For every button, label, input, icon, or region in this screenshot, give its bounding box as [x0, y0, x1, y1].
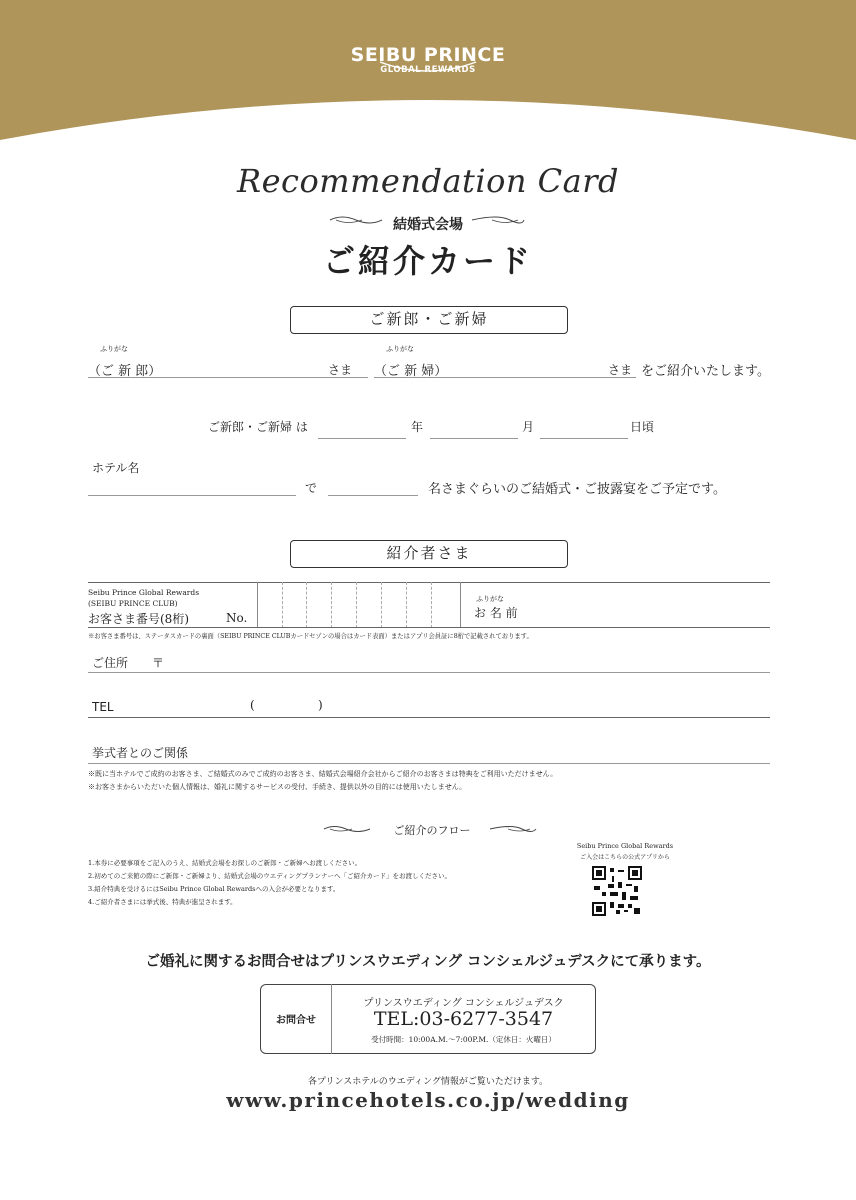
customer-number-note: ※お客さま番号は、ステータスカードの裏面（SEIBU PRINCE CLUBカードセゾンの場合はカード表面）またはアプリ会員証に8桁で記載されております。 — [88, 633, 533, 640]
hotel-name-field[interactable] — [88, 495, 296, 496]
member-program-name: Seibu Prince Global Rewards — [88, 588, 200, 597]
flow-step-2: 2.初めてのご来館の際にご新郎・ご新婦より、結婚式会場のウエディングプランナーへ「ご紹介カード」をお渡しください。 — [88, 872, 452, 880]
logo-arc-icon — [378, 58, 478, 76]
tel-paren-open: ( — [250, 698, 255, 712]
note-exclusions: ※既に当ホテルでご成約のお客さま、ご結婚式のみでご成約のお客さま、結婚式会場紹介会社からご紹介のお客さまは特典をご利用いただけません。 — [88, 770, 558, 778]
referrer-furigana-label: ふりがな — [476, 595, 504, 603]
flow-step-1: 1.本券に必要事項をご記入のうえ、結婚式会場をお探しのご新郎・ご新婦へお渡しください。 — [88, 859, 362, 867]
month-label: 月 — [522, 420, 535, 434]
year-label: 年 — [411, 420, 424, 434]
page-title: ご紹介カード — [322, 242, 533, 280]
year-field[interactable] — [318, 438, 406, 439]
address-field[interactable] — [88, 672, 770, 673]
de-label: で — [305, 481, 318, 495]
qr-caption-title: Seibu Prince Global Rewards — [576, 842, 674, 850]
venue-subtitle: 結婚式会場 — [393, 217, 463, 233]
bride-sama: さま — [608, 363, 633, 377]
desk-phone[interactable]: TEL:03-6277-3547 — [373, 1008, 554, 1030]
bride-furigana-label: ふりがな — [386, 345, 414, 353]
website-link[interactable]: www.princehotels.co.jp/wedding — [226, 1088, 630, 1112]
name-cell-border — [460, 582, 461, 628]
groom-name-field[interactable] — [88, 377, 368, 378]
flow-flourish-right-icon — [488, 822, 538, 836]
referrer-name-label: お 名 前 — [474, 606, 518, 620]
qr-code-icon[interactable] — [592, 866, 642, 916]
day-field[interactable] — [540, 438, 628, 439]
customer-number-input[interactable] — [258, 583, 460, 627]
hotel-name-label: ホテル名 — [92, 461, 140, 475]
referrer-name-input[interactable] — [530, 590, 768, 626]
script-title: Recommendation Card — [237, 162, 619, 200]
bride-label: （ご 新 婦） — [374, 364, 448, 379]
flow-heading: ご紹介のフロー — [393, 824, 471, 837]
postal-mark: 〒 — [152, 656, 165, 670]
day-label: 日頃 — [630, 420, 655, 434]
tel-field[interactable] — [88, 717, 770, 718]
qr-caption-sub: ご入会はこちらの公式アプリから — [580, 854, 670, 861]
flourish-right-icon — [470, 212, 526, 228]
month-field[interactable] — [430, 438, 518, 439]
introduce-text: をご紹介いたします。 — [641, 364, 770, 379]
header-band — [0, 0, 856, 160]
inquiry-label: お問合せ — [276, 1015, 316, 1026]
tel-label: TEL — [92, 700, 114, 714]
referrer-section-heading: 紹介者さま — [290, 540, 568, 568]
brand-logo-subtext: GLOBAL REWARDS — [380, 65, 476, 75]
groom-furigana-label: ふりがな — [100, 345, 128, 353]
flow-flourish-left-icon — [322, 822, 372, 836]
groom-sama: さま — [328, 363, 353, 377]
footer-note: 各プリンスホテルのウエディング情報がご覧いただけます。 — [307, 1077, 549, 1087]
flow-step-3: 3.紹介特典を受けるにはSeibu Prince Global Rewardsへの入会が必要となります。 — [88, 885, 340, 893]
no-label: No. — [226, 611, 248, 625]
flow-step-4: 4.ご紹介者さまには挙式後、特典が進呈されます。 — [88, 898, 237, 906]
relation-label: 挙式者とのご関係 — [92, 746, 189, 760]
guests-text: 名さまぐらいのご結婚式・ご披露宴をご予定です。 — [428, 482, 726, 497]
couple-section-heading: ご新郎・ご新婦 — [290, 306, 568, 334]
desk-name: プリンスウエディング コンシェルジュデスク — [363, 998, 564, 1009]
tel-paren-close: ) — [318, 698, 323, 712]
bride-name-field[interactable] — [374, 377, 636, 378]
contact-lead: ご婚礼に関するお問合せはプリンスウエディング コンシェルジュデスクにて承ります。 — [145, 953, 711, 970]
address-label: ご住所 — [92, 656, 129, 670]
member-club-name: (SEIBU PRINCE CLUB) — [88, 599, 178, 608]
relation-field[interactable] — [88, 763, 770, 764]
member-table-bottom-border — [88, 627, 770, 628]
note-privacy: ※お客さまからいただいた個人情報は、婚礼に関するサービスの受付、手続き、提供以外の目的には使用いたしません。 — [88, 783, 467, 791]
date-lead-label: ご新郎・ご新婦 は — [208, 420, 308, 434]
desk-hours: 受付時間：10:00A.M.〜7:00P.M.（定休日：火曜日） — [371, 1035, 556, 1044]
customer-number-label: お客さま番号(8桁) — [88, 612, 189, 626]
groom-label: （ご 新 郎） — [88, 364, 162, 379]
brand-logo-text: SEIBU PRINCE — [350, 44, 506, 66]
guest-count-field[interactable] — [328, 495, 418, 496]
